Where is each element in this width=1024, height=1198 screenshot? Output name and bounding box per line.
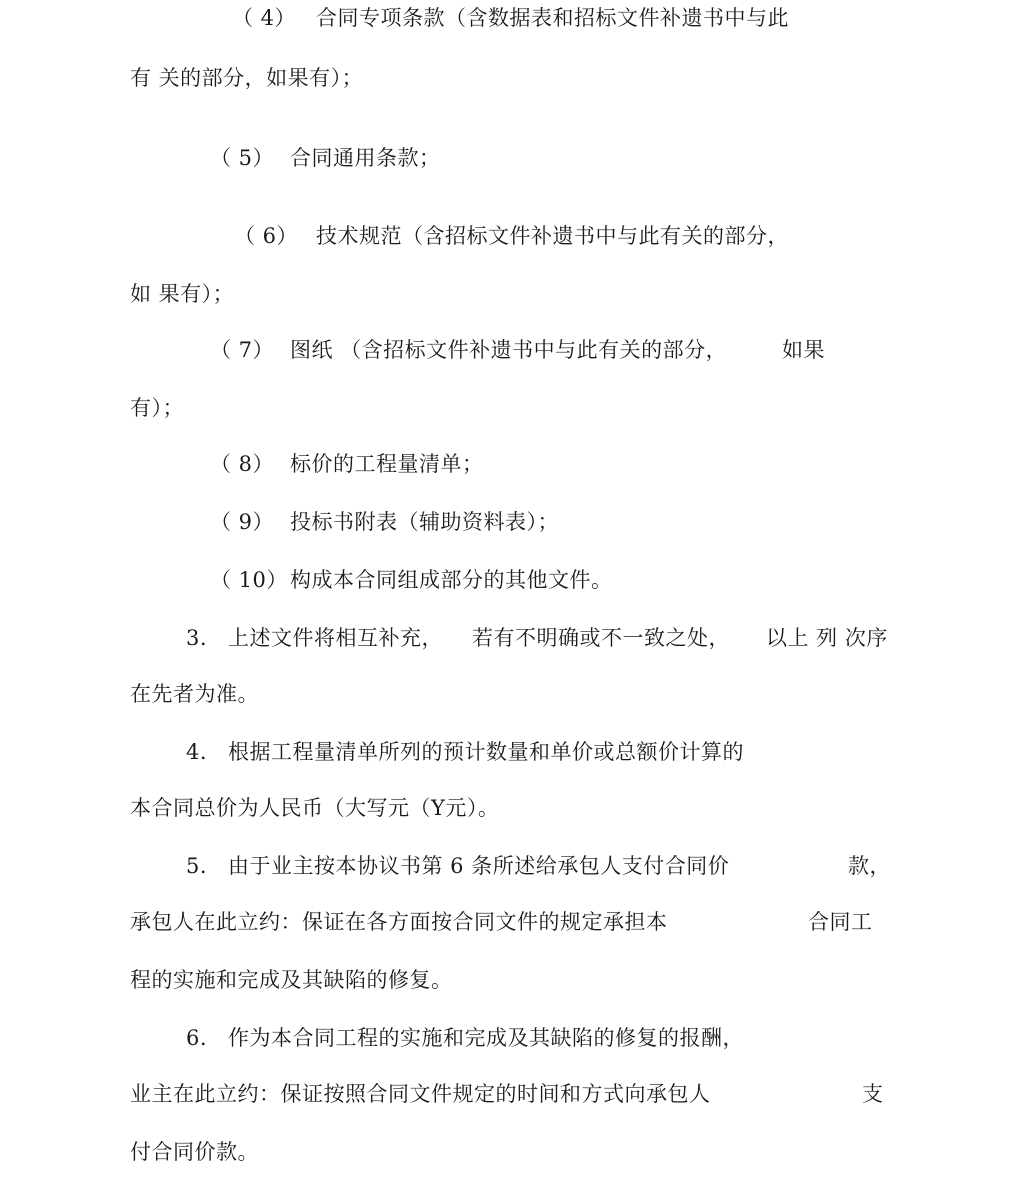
- item-6-number: （ 6）: [234, 224, 299, 248]
- item-4-number: （ 4）: [232, 6, 297, 30]
- para-6-line-1: 作为本合同工程的实施和完成及其缺陷的修复的报酬，: [228, 1026, 744, 1050]
- para-4-number: 4.: [186, 740, 208, 764]
- para-6-number: 6.: [186, 1026, 208, 1050]
- para-6-line-3: 付合同价款。: [130, 1140, 259, 1164]
- item-4-text: 合同专项条款（含数据表和招标文件补遗书中与此: [316, 6, 789, 30]
- item-8-text: 标价的工程量清单；: [290, 452, 484, 476]
- para-6-line-2: 业主在此立约：保证按照合同文件规定的时间和方式向承包人: [130, 1082, 711, 1106]
- para-4-line-1: 根据工程量清单所列的预计数量和单价或总额价计算的: [228, 740, 744, 764]
- item-7-text-continued: 有）；: [130, 396, 184, 420]
- para-5-line-1-tail: 款，: [848, 854, 891, 878]
- para-6-line-2-tail: 支: [862, 1082, 884, 1106]
- item-6-text-continued: 如 果有）；: [130, 282, 235, 306]
- para-5-line-2: 承包人在此立约：保证在各方面按合同文件的规定承担本: [130, 910, 668, 934]
- item-5-text: 合同通用条款；: [290, 146, 441, 170]
- item-8-number: （ 8）: [210, 452, 275, 476]
- para-5-number: 5.: [186, 854, 208, 878]
- para-5-line-2-tail: 合同工: [808, 910, 873, 934]
- para-3-segment-2: 若有不明确或不一致之处，: [472, 626, 730, 650]
- item-7-text-tail: 如果: [782, 338, 825, 362]
- item-6-text: 技术规范（含招标文件补遗书中与此有关的部分，: [316, 224, 789, 248]
- para-3-number: 3.: [186, 626, 208, 650]
- item-4-text-continued: 有 关的部分，如果有）；: [130, 66, 364, 90]
- para-3-segment-3: 以上 列 次序: [766, 626, 888, 650]
- para-4-line-2: 本合同总价为人民币（大写元（Y元）。: [130, 796, 500, 820]
- para-5-line-3: 程的实施和完成及其缺陷的修复。: [130, 968, 453, 992]
- item-9-text: 投标书附表（辅助资料表）；: [290, 510, 559, 534]
- item-7-text: 图纸 （含招标文件补遗书中与此有关的部分，: [290, 338, 728, 362]
- para-3-segment-1: 上述文件将相互补充，: [228, 626, 443, 650]
- item-7-number: （ 7）: [210, 338, 275, 362]
- item-10-number: （ 10）: [210, 568, 288, 592]
- item-5-number: （ 5）: [210, 146, 275, 170]
- item-10-text: 构成本合同组成部分的其他文件。: [290, 568, 613, 592]
- para-5-line-1: 由于业主按本协议书第 6 条所述给承包人支付合同价: [228, 854, 730, 878]
- item-9-number: （ 9）: [210, 510, 275, 534]
- para-3-line-2: 在先者为准。: [130, 682, 259, 706]
